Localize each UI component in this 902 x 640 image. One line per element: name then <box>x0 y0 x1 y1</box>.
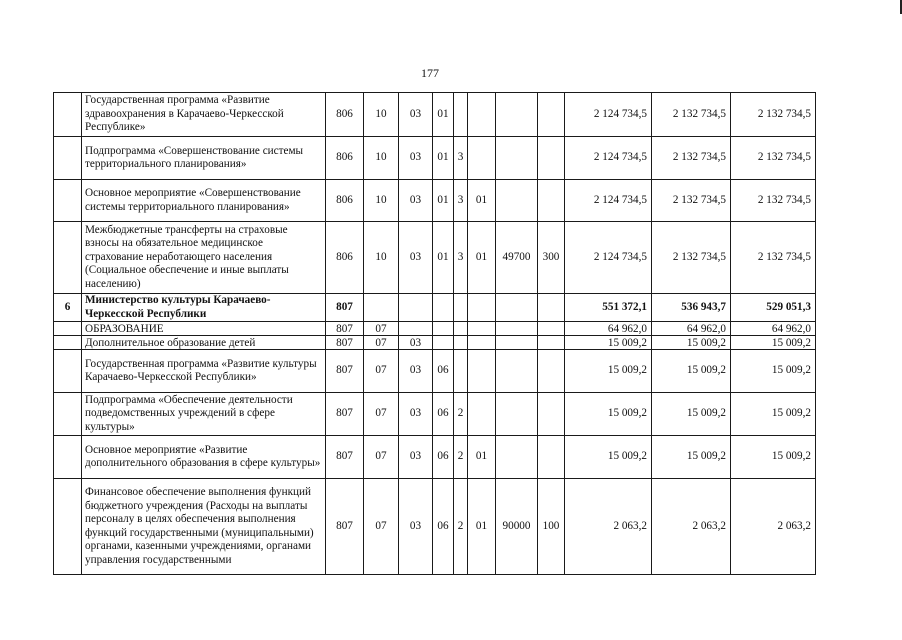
program-code: 06 <box>433 350 454 393</box>
expense-type-code <box>538 137 565 180</box>
item-name: Подпрограмма «Обеспечение деятельности подведомственных учреждений в сфере культуры» <box>82 393 326 436</box>
direction-code <box>496 393 538 436</box>
direction-code <box>496 436 538 479</box>
ministry-code: 807 <box>326 336 364 350</box>
amount-year-3: 15 009,2 <box>731 393 816 436</box>
program-code: 01 <box>433 222 454 294</box>
amount-year-1: 2 124 734,5 <box>565 93 652 137</box>
ministry-code: 807 <box>326 294 364 322</box>
amount-year-3: 2 063,2 <box>731 479 816 575</box>
table-row <box>54 180 816 222</box>
budget-table <box>53 92 816 575</box>
table-body <box>54 93 816 575</box>
expense-type-code: 100 <box>538 479 565 575</box>
expense-type-code <box>538 336 565 350</box>
row-index <box>54 393 82 436</box>
row-index <box>54 322 82 336</box>
ministry-code: 806 <box>326 180 364 222</box>
activity-code <box>468 322 496 336</box>
table-row <box>54 322 816 336</box>
amount-year-3: 15 009,2 <box>731 436 816 479</box>
subprogram-code <box>454 350 468 393</box>
section-code: 07 <box>364 436 399 479</box>
activity-code <box>468 350 496 393</box>
amount-year-1: 15 009,2 <box>565 393 652 436</box>
ministry-code: 807 <box>326 393 364 436</box>
amount-year-3: 64 962,0 <box>731 322 816 336</box>
subsection-code: 03 <box>399 436 433 479</box>
expense-type-code <box>538 93 565 137</box>
table-row <box>54 93 816 137</box>
amount-year-2: 2 132 734,5 <box>652 222 731 294</box>
page-number: 177 <box>421 66 439 80</box>
ministry-code: 807 <box>326 436 364 479</box>
amount-year-3: 2 132 734,5 <box>731 222 816 294</box>
amount-year-3: 2 132 734,5 <box>731 93 816 137</box>
section-code: 07 <box>364 479 399 575</box>
amount-year-3: 529 051,3 <box>731 294 816 322</box>
program-code <box>433 336 454 350</box>
item-name: Финансовое обеспечение выполнения функций бюджетного учреждения (Расходы на выплаты персоналу в целях обеспечения выполнения функций государственными (муниципальными) органами, казенными учреждениями, органами управления государственными <box>82 479 326 575</box>
ministry-code: 807 <box>326 479 364 575</box>
direction-code <box>496 180 538 222</box>
expense-type-code <box>538 322 565 336</box>
item-name: Межбюджетные трансферты на страховые взносы на обязательное медицинское страхование неработающего населения (Социальное обеспечение и иные выплаты населению) <box>82 222 326 294</box>
subsection-code: 03 <box>399 336 433 350</box>
section-code: 07 <box>364 350 399 393</box>
table-row <box>54 336 816 350</box>
amount-year-2: 15 009,2 <box>652 350 731 393</box>
program-code: 06 <box>433 393 454 436</box>
activity-code <box>468 336 496 350</box>
program-code: 01 <box>433 137 454 180</box>
expense-type-code <box>538 294 565 322</box>
direction-code <box>496 294 538 322</box>
item-name: ОБРАЗОВАНИЕ <box>82 322 326 336</box>
activity-code <box>468 393 496 436</box>
activity-code <box>468 137 496 180</box>
item-name: Государственная программа «Развитие культуры Карачаево-Черкесской Республики» <box>82 350 326 393</box>
subprogram-code <box>454 322 468 336</box>
table-row <box>54 137 816 180</box>
table-row <box>54 222 816 294</box>
subsection-code: 03 <box>399 393 433 436</box>
subprogram-code: 3 <box>454 180 468 222</box>
amount-year-2: 15 009,2 <box>652 393 731 436</box>
section-code: 10 <box>364 137 399 180</box>
program-code: 06 <box>433 479 454 575</box>
amount-year-3: 15 009,2 <box>731 350 816 393</box>
amount-year-2: 15 009,2 <box>652 336 731 350</box>
subprogram-code <box>454 93 468 137</box>
ministry-code: 806 <box>326 222 364 294</box>
activity-code: 01 <box>468 222 496 294</box>
activity-code: 01 <box>468 436 496 479</box>
subsection-code: 03 <box>399 479 433 575</box>
program-code <box>433 294 454 322</box>
program-code: 01 <box>433 180 454 222</box>
row-index <box>54 222 82 294</box>
activity-code <box>468 294 496 322</box>
section-code: 10 <box>364 93 399 137</box>
subsection-code <box>399 294 433 322</box>
amount-year-2: 15 009,2 <box>652 436 731 479</box>
amount-year-2: 2 132 734,5 <box>652 180 731 222</box>
subprogram-code: 2 <box>454 436 468 479</box>
activity-code: 01 <box>468 479 496 575</box>
direction-code <box>496 137 538 180</box>
table-row <box>54 294 816 322</box>
ministry-code: 806 <box>326 93 364 137</box>
expense-type-code <box>538 436 565 479</box>
item-name: Дополнительное образование детей <box>82 336 326 350</box>
amount-year-2: 536 943,7 <box>652 294 731 322</box>
program-code: 01 <box>433 93 454 137</box>
row-index <box>54 137 82 180</box>
row-index <box>54 336 82 350</box>
amount-year-2: 2 063,2 <box>652 479 731 575</box>
subprogram-code: 3 <box>454 137 468 180</box>
expense-type-code <box>538 180 565 222</box>
section-code: 10 <box>364 222 399 294</box>
section-code: 07 <box>364 393 399 436</box>
subprogram-code <box>454 336 468 350</box>
section-code: 07 <box>364 322 399 336</box>
amount-year-3: 2 132 734,5 <box>731 137 816 180</box>
ministry-code: 807 <box>326 322 364 336</box>
subsection-code: 03 <box>399 222 433 294</box>
amount-year-1: 15 009,2 <box>565 350 652 393</box>
item-name: Основное мероприятие «Развитие дополнительного образования в сфере культуры» <box>82 436 326 479</box>
ministry-code: 807 <box>326 350 364 393</box>
subsection-code: 03 <box>399 350 433 393</box>
amount-year-1: 64 962,0 <box>565 322 652 336</box>
table-row <box>54 393 816 436</box>
direction-code <box>496 93 538 137</box>
amount-year-3: 15 009,2 <box>731 336 816 350</box>
row-index <box>54 479 82 575</box>
subprogram-code: 3 <box>454 222 468 294</box>
amount-year-1: 15 009,2 <box>565 436 652 479</box>
subprogram-code <box>454 294 468 322</box>
direction-code <box>496 322 538 336</box>
amount-year-1: 2 124 734,5 <box>565 222 652 294</box>
item-name: Государственная программа «Развитие здравоохранения в Карачаево-Черкесской Республике» <box>82 93 326 137</box>
direction-code <box>496 350 538 393</box>
section-code <box>364 294 399 322</box>
row-index <box>54 93 82 137</box>
row-index <box>54 436 82 479</box>
subsection-code: 03 <box>399 137 433 180</box>
expense-type-code <box>538 350 565 393</box>
direction-code: 90000 <box>496 479 538 575</box>
amount-year-3: 2 132 734,5 <box>731 180 816 222</box>
expense-type-code: 300 <box>538 222 565 294</box>
amount-year-1: 2 124 734,5 <box>565 180 652 222</box>
section-code: 10 <box>364 180 399 222</box>
subsection-code <box>399 322 433 336</box>
direction-code <box>496 336 538 350</box>
subprogram-code: 2 <box>454 479 468 575</box>
section-code: 07 <box>364 336 399 350</box>
expense-type-code <box>538 393 565 436</box>
program-code: 06 <box>433 436 454 479</box>
item-name: Министерство культуры Карачаево-Черкесской Республики <box>82 294 326 322</box>
table-row <box>54 479 816 575</box>
subprogram-code: 2 <box>454 393 468 436</box>
table-row <box>54 436 816 479</box>
table-row <box>54 350 816 393</box>
amount-year-1: 15 009,2 <box>565 336 652 350</box>
subsection-code: 03 <box>399 180 433 222</box>
amount-year-1: 2 124 734,5 <box>565 137 652 180</box>
direction-code: 49700 <box>496 222 538 294</box>
item-name: Подпрограмма «Совершенствование системы территориального планирования» <box>82 137 326 180</box>
row-index: 6 <box>54 294 82 322</box>
amount-year-2: 2 132 734,5 <box>652 93 731 137</box>
row-index <box>54 350 82 393</box>
amount-year-1: 551 372,1 <box>565 294 652 322</box>
amount-year-2: 64 962,0 <box>652 322 731 336</box>
subsection-code: 03 <box>399 93 433 137</box>
item-name: Основное мероприятие «Совершенствование системы территориального планирования» <box>82 180 326 222</box>
ministry-code: 806 <box>326 137 364 180</box>
program-code <box>433 322 454 336</box>
amount-year-1: 2 063,2 <box>565 479 652 575</box>
activity-code <box>468 93 496 137</box>
activity-code: 01 <box>468 180 496 222</box>
amount-year-2: 2 132 734,5 <box>652 137 731 180</box>
row-index <box>54 180 82 222</box>
